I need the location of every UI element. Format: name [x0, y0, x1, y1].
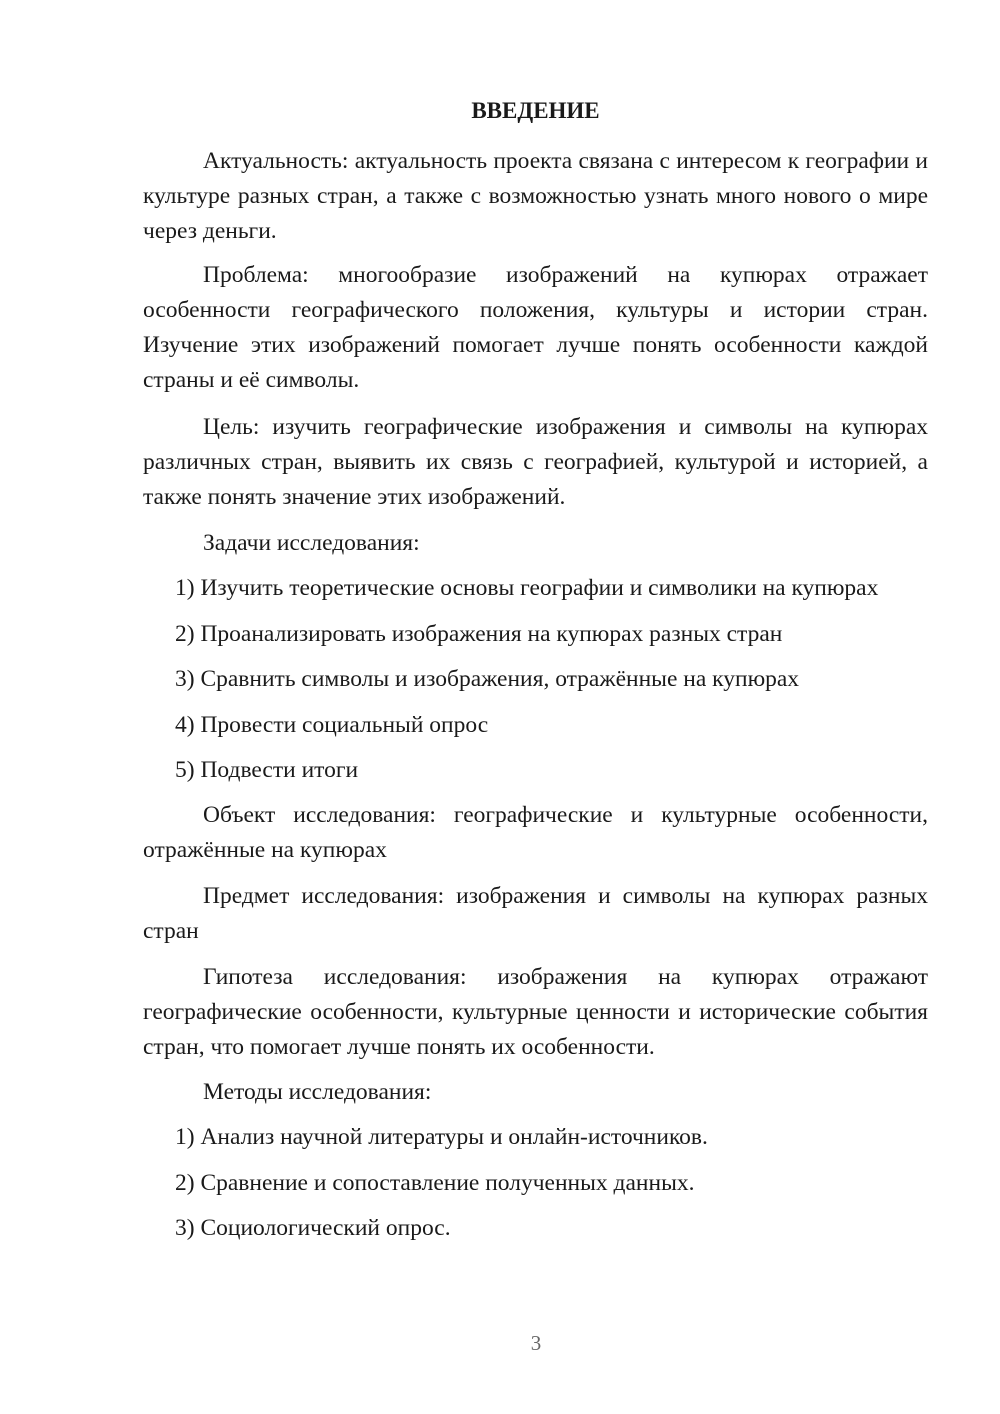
subject-paragraph: Предмет исследования: изображения и символы на купюрах разных стран — [143, 883, 928, 944]
goal-paragraph: Цель: изучить географические изображения и символы на купюрах различных стран, выявить их связь с географией, культурой и историей, а также понять значение этих изображений. — [143, 414, 928, 510]
problem-paragraph: Проблема: многообразие изображений на купюрах отражает особенности географического положения, культуры и истории стран. Изучение этих изображений помогает лучше понять особенности каждой страны и её символы. — [143, 262, 928, 393]
object-paragraph: Объект исследования: географические и культурные особенности, отражённые на купюрах — [143, 802, 928, 863]
method-item: 3) Социологический опрос. — [175, 1215, 451, 1241]
section-title: ВВЕДЕНИЕ — [471, 98, 600, 123]
page-number: 3 — [530, 1331, 542, 1355]
task-item: 3) Сравнить символы и изображения, отражённые на купюрах — [175, 666, 800, 692]
task-item: 2) Проанализировать изображения на купюрах разных стран — [175, 621, 783, 647]
task-item: 5) Подвести итоги — [175, 757, 359, 783]
relevance-paragraph: Актуальность: актуальность проекта связана с интересом к географии и культуре разных стран, а также с возможностью узнать много нового о мире через деньги. — [143, 148, 928, 244]
tasks-heading: Задачи исследования: — [203, 530, 420, 556]
method-item: 2) Сравнение и сопоставление полученных данных. — [175, 1170, 695, 1196]
method-item: 1) Анализ научной литературы и онлайн-источников. — [175, 1124, 708, 1150]
task-item: 1) Изучить теоретические основы географии и символики на купюрах — [175, 575, 879, 601]
methods-heading: Методы исследования: — [203, 1079, 432, 1105]
hypothesis-paragraph: Гипотеза исследования: изображения на купюрах отражают географические особенности, культурные ценности и исторические события стран, что помогает лучше понять их особенности. — [143, 964, 928, 1060]
task-item: 4) Провести социальный опрос — [175, 712, 489, 738]
